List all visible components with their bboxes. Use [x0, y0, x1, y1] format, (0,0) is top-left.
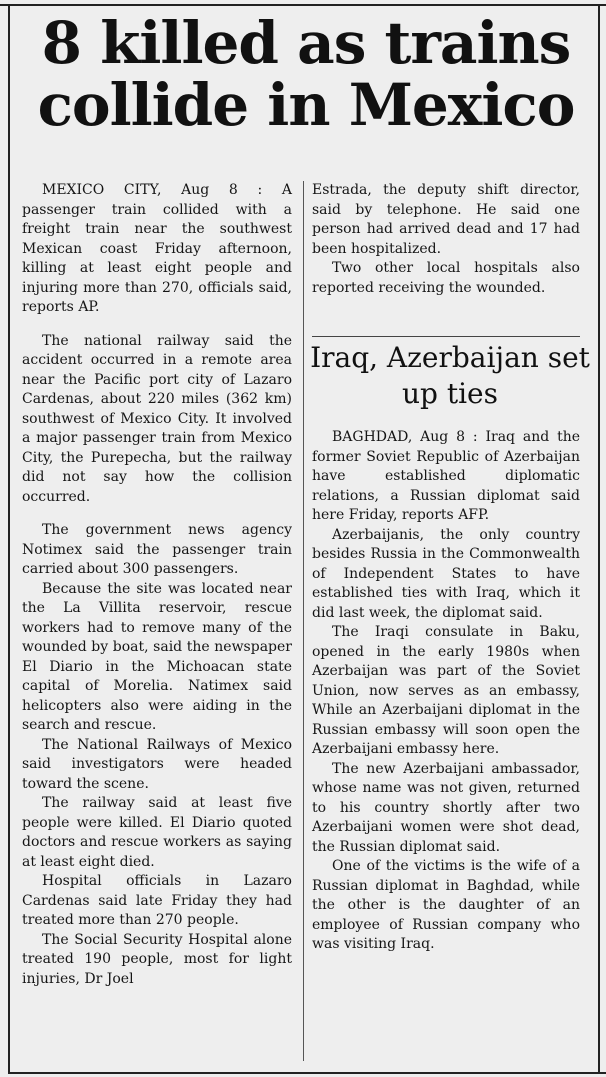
article-iraq-azerbaijan	[312, 428, 580, 955]
headline-train-collision: 8 killed as trains collide in Mexico	[37, 9, 575, 139]
article-paragraph: The railway said at least five people were killed. El Diario quoted doctors and rescue workers as saying at least eight died.	[22, 795, 292, 870]
left-border-rule	[8, 6, 10, 1072]
article-paragraph: The government news agency Notimex said the passenger train carried about 300 passengers.	[22, 522, 292, 577]
article-paragraph: One of the victims is the wife of a Russian diplomat in Baghdad, while the other is the daughter of an employee of Russian company who was visiting Iraq.	[312, 858, 580, 952]
column-divider	[303, 181, 304, 1061]
right-border-rule	[598, 6, 600, 1072]
article-paragraph: Because the site was located near the La Villita reservoir, rescue workers had to remove many of the wounded by boat, said the newspaper El Diario in the Michoacan state capital of Morelia. Natimex said helicopters also were aiding in the search and rescue.	[22, 580, 292, 733]
article-paragraph: The National Railways of Mexico said investigators were headed toward the scene.	[22, 736, 292, 792]
article-train-column-1	[22, 181, 292, 989]
article-paragraph: Estrada, the deputy shift director, said by telephone. He said one person had arrived dead and 17 had been hospitalized.	[312, 182, 580, 257]
article-paragraph: Hospital officials in Lazaro Cardenas said late Friday they had treated more than 270 people.	[22, 873, 292, 928]
article-paragraph: Azerbaijanis, the only country besides Russia in the Commonwealth of Independent States to have established ties with Iraq, which it did last week, the diplomat said.	[312, 526, 580, 621]
article-paragraph: The Iraqi consulate in Baku, opened in the early 1980s when Azerbaijan was part of the Soviet Union, now serves as an embassy, While an Azerbaijani diplomat in the Russian embassy will soon open the Azerbaijani embassy here.	[312, 624, 580, 757]
article-paragraph: BAGHDAD, Aug 8 : Iraq and the former Soviet Republic of Azerbaijan have established diplomatic relations, a Russian diplomat said here Friday, reports AFP.	[312, 429, 580, 523]
section-rule	[312, 336, 580, 337]
headline-iraq-azerbaijan: Iraq, Azerbaijan set up ties	[310, 341, 590, 410]
article-train-column-2	[312, 181, 580, 298]
article-paragraph: Two other local hospitals also reported receiving the wounded.	[312, 260, 580, 296]
article-paragraph: MEXICO CITY, Aug 8 : A passenger train collided with a freight train near the southwest Mexican coast Friday afternoon, killing at least eight people and injuring more than 270, officials said, reports AP.	[22, 182, 292, 315]
article-paragraph: The national railway said the accident occurred in a remote area near the Pacific port city of Lazaro Cardenas, about 220 miles (362 km) southwest of Mexico City. It involved a major passenger train from Mexico City, the Purepecha, but the railway did not say how the collision occurred.	[22, 332, 292, 505]
bottom-border-rule	[8, 1072, 606, 1074]
article-paragraph: The new Azerbaijani ambassador, whose name was not given, returned to his country shortly after two Azerbaijani women were shot dead, the Russian diplomat said.	[312, 760, 580, 855]
top-border-rule	[0, 4, 606, 6]
article-paragraph: The Social Security Hospital alone treated 190 people, most for light injuries, Dr Joel	[22, 931, 292, 987]
